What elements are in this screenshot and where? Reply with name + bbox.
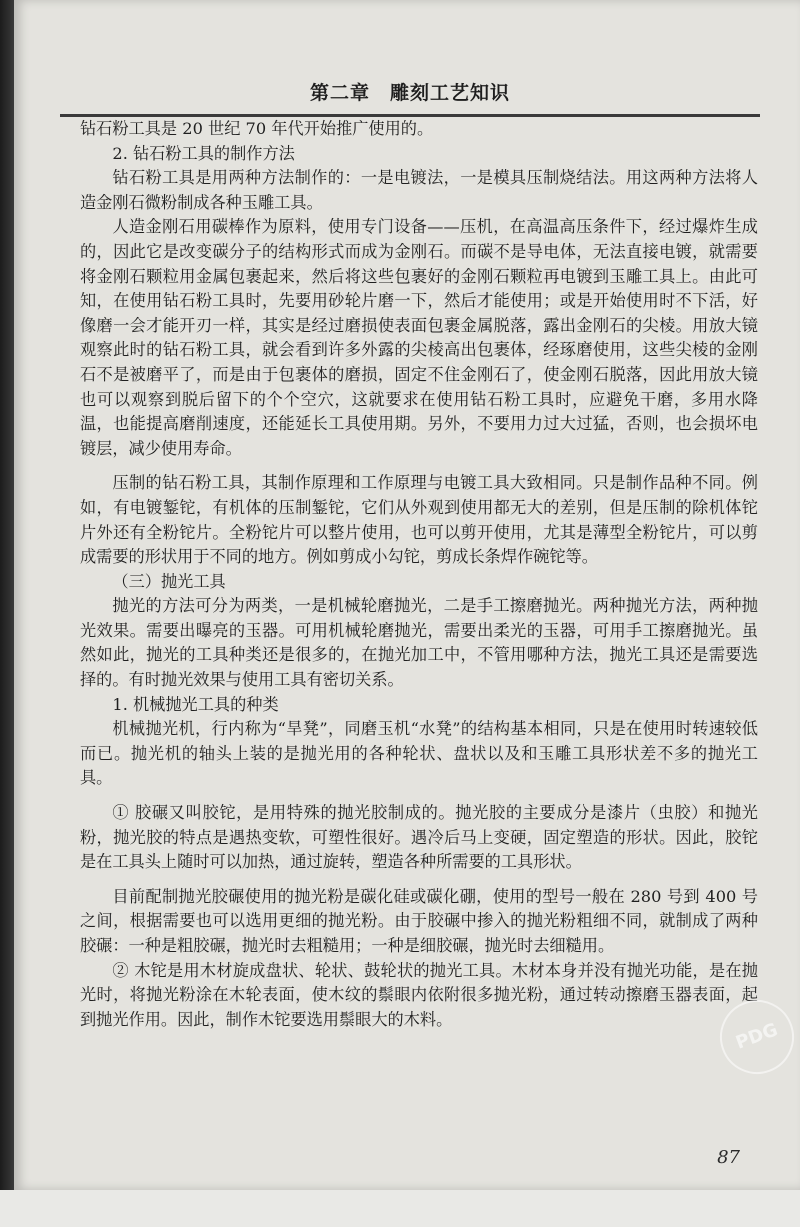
paragraph-rubber-wheel: ① 胶碾又叫胶铊，是用特殊的抛光胶制成的。抛光胶的主要成分是漆片（虫胶）和抛光粉，抛光胶的特点是遇热变软，可塑性很好。遇冷后马上变硬，固定塑造的形状。因此，胶铊是在工具头上随时可以加热，通过旋转，塑造各种所需要的工具形状。 <box>80 803 758 872</box>
subheading-mechanical-polishing: 1. 机械抛光工具的种类 <box>112 694 279 714</box>
paragraph-polishing-methods: 抛光的方法可分为两类，一是机械轮磨抛光，二是手工擦磨抛光。两种抛光方法，两种抛光效果。需要出曝亮的玉器。可用机械轮磨抛光，需要出柔光的玉器，可用手工擦磨抛光。虽然如此，抛光的工具种类还是很多的，在抛光加工中，不管用哪种方法，抛光工具还是需要选择的。有时抛光效果与使用工具有密切关系。 <box>80 596 758 690</box>
section-heading-polishing-tools: （三）抛光工具 <box>112 571 226 591</box>
running-header <box>60 70 760 117</box>
bottom-margin-strip <box>0 1190 800 1227</box>
paragraph-two-methods: 钻石粉工具是用两种方法制作的：一是电镀法，一是模具压制烧结法。用这两种方法将人造金刚石微粉制成各种玉雕工具。 <box>80 168 758 212</box>
subheading-making-method: 2. 钻石粉工具的制作方法 <box>112 143 295 163</box>
paragraph-pressed-tools: 压制的钻石粉工具，其制作原理和工作原理与电镀工具大致相同。只是制作品种不同。例如，有电镀錾铊，有机体的压制錾铊，它们从外观到使用都无大的差别，但是压制的除机体铊片外还有全粉铊片。全粉铊片可以整片使用，也可以剪开使用，尤其是薄型全粉铊片，可以剪成需要的形状用于不同的地方。例如剪成小勾铊，剪成长条焊作碗铊等。 <box>80 473 758 567</box>
paragraph-synthetic-diamond: 人造金刚石用碳棒作为原料，使用专门设备——压机，在高温高压条件下，经过爆炸生成的，因此它是改变碳分子的结构形式而成为金刚石。而碳不是导电体，无法直接电镀，就需要将金刚石颗粒用金属包裹起来，然后将这些包裹好的金刚石颗粒再电镀到玉雕工具上。由此可知，在使用钻石粉工具时，先要用砂轮片磨一下，然后才能使用；或是开始使用时不下活，好像磨一会才能开刃一样，其实是经过磨损使表面包裹金属脱落，露出金刚石的尖棱。用放大镜观察此时的钻石粉工具，就会看到许多外露的尖棱高出包裹体，经琢磨使用，这些尖棱的金刚石不是被磨平了，而是由于包裹体的磨损，固定不住金刚石了，使金刚石脱落，因此用放大镜也可以观察到脱后留下的个个空穴，这就要求在使用钻石粉工具时，应避免干磨，多用水降温，也能提高磨削速度，还能延长工具使用期。另外，不要用力过大过猛，否则，也会损坏电镀层，减少使用寿命。 <box>80 217 758 458</box>
paragraph-polishing-powder: 目前配制抛光胶碾使用的抛光粉是碳化硅或碳化硼，使用的型号一般在 280 号到 400 号之间，根据需要也可以选用更细的抛光粉。由于胶碾中掺入的抛光粉粗细不同，就制成了两种胶碾：一种是粗胶碾，抛光时去粗糙用；一种是细胶碾，抛光时去细糙用。 <box>80 886 758 955</box>
chapter-title: 第二章 雕刻工艺知识 <box>309 82 510 104</box>
paragraph-polishing-machine: 机械抛光机，行内称为“旱凳”，同磨玉机“水凳”的结构基本相同，只是在使用时转速较低而已。抛光机的轴头上装的是抛光用的各种轮状、盘状以及和玉雕工具形状差不多的抛光工具。 <box>80 719 758 788</box>
page-body <box>80 117 758 1032</box>
page-number: 87 <box>717 1147 740 1168</box>
book-spine-shadow <box>0 0 14 1227</box>
pdg-watermark-stamp: PDG <box>710 990 800 1085</box>
paragraph-wooden-wheel: ② 木铊是用木材旋成盘状、轮状、鼓轮状的抛光工具。木材本身并没有抛光功能，是在抛光时，将抛光粉涂在木轮表面，使木纹的鬃眼内依附很多抛光粉，通过转动擦磨玉器表面，起到抛光作用。因此，制作木铊要选用鬃眼大的木料。 <box>80 960 758 1029</box>
paragraph-intro: 钻石粉工具是 20 世纪 70 年代开始推广使用的。 <box>80 119 434 138</box>
